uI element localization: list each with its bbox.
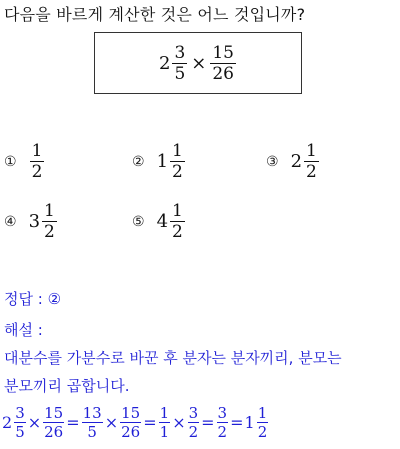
numerator: 3 xyxy=(188,404,199,422)
choice-whole: 1 xyxy=(156,151,169,172)
times-sign: × xyxy=(191,52,207,74)
solution-fraction xyxy=(159,404,171,441)
choice-4[interactable] xyxy=(4,201,58,242)
answer-label: 정답 : xyxy=(4,290,48,308)
equals-sign: = xyxy=(230,413,244,432)
numerator: 1 xyxy=(31,141,43,161)
choice-fraction xyxy=(30,141,45,182)
explanation-line-1: 대분수를 가분수로 바꾼 후 분자는 분자끼리, 분모는 xyxy=(4,349,342,367)
choice-mark: ⑤ xyxy=(132,213,145,230)
answer-mark: ② xyxy=(47,290,62,308)
denominator: 26 xyxy=(212,63,234,84)
denominator: 5 xyxy=(87,423,97,441)
explanation-label: 해설 : xyxy=(4,321,43,339)
denominator: 26 xyxy=(121,423,141,441)
choice-mark: ① xyxy=(4,153,17,170)
solution-whole: 2 xyxy=(2,413,13,432)
numerator: 15 xyxy=(212,42,234,63)
numerator: 1 xyxy=(257,404,268,422)
equals-sign: = xyxy=(143,413,157,432)
solution-fraction xyxy=(120,404,141,441)
choice-whole: 3 xyxy=(28,211,41,232)
numerator: 3 xyxy=(217,404,228,422)
solution-fraction xyxy=(43,404,64,441)
denominator: 2 xyxy=(172,222,183,242)
times-sign: × xyxy=(172,413,186,432)
times-sign: × xyxy=(104,413,119,432)
solution-fraction xyxy=(188,404,200,441)
solution-expression xyxy=(2,404,269,441)
problem-fraction-1 xyxy=(172,43,187,84)
answer-line xyxy=(4,288,61,309)
numerator: 1 xyxy=(172,141,183,161)
choice-mark: ③ xyxy=(266,153,279,170)
denominator: 2 xyxy=(188,423,199,441)
denominator: 26 xyxy=(44,423,64,441)
choice-mark: ② xyxy=(132,153,145,170)
choice-3[interactable] xyxy=(266,141,320,182)
numerator: 15 xyxy=(121,404,141,422)
question-text: 다음을 바르게 계산한 것은 어느 것입니까? xyxy=(4,5,306,24)
choice-1[interactable] xyxy=(4,141,45,182)
choice-fraction xyxy=(170,141,185,182)
solution-whole: 1 xyxy=(244,413,255,432)
denominator: 2 xyxy=(217,423,228,441)
numerator: 1 xyxy=(306,141,317,161)
denominator: 5 xyxy=(15,423,25,441)
problem-expression xyxy=(159,43,237,84)
choice-mark: ④ xyxy=(4,213,17,230)
denominator: 5 xyxy=(174,63,186,84)
numerator: 3 xyxy=(15,404,25,422)
problem-whole: 2 xyxy=(158,52,171,74)
choice-2[interactable] xyxy=(132,141,186,182)
denominator: 2 xyxy=(44,222,55,242)
choice-whole: 2 xyxy=(290,151,303,172)
solution-fraction xyxy=(217,404,229,441)
denominator: 2 xyxy=(257,423,268,441)
numerator: 3 xyxy=(174,42,186,63)
denominator: 1 xyxy=(159,423,170,441)
solution-fraction xyxy=(14,404,26,441)
choice-fraction xyxy=(170,201,185,242)
choice-whole: 4 xyxy=(156,211,169,232)
numerator: 1 xyxy=(159,404,170,422)
denominator: 2 xyxy=(306,162,317,182)
equals-sign: = xyxy=(201,413,215,432)
times-sign: × xyxy=(27,413,42,432)
choice-fraction xyxy=(304,141,319,182)
numerator: 13 xyxy=(82,404,102,422)
problem-box xyxy=(94,32,302,94)
explanation-line-2: 분모끼리 곱합니다. xyxy=(4,377,130,395)
numerator: 1 xyxy=(172,201,183,221)
equals-sign: = xyxy=(66,413,80,432)
solution-fraction xyxy=(82,404,103,441)
problem-fraction-2 xyxy=(210,43,236,84)
choice-5[interactable] xyxy=(132,201,186,242)
solution-fraction xyxy=(257,404,269,441)
numerator: 15 xyxy=(44,404,64,422)
denominator: 2 xyxy=(31,162,43,182)
denominator: 2 xyxy=(172,162,183,182)
numerator: 1 xyxy=(44,201,55,221)
choice-fraction xyxy=(42,201,57,242)
